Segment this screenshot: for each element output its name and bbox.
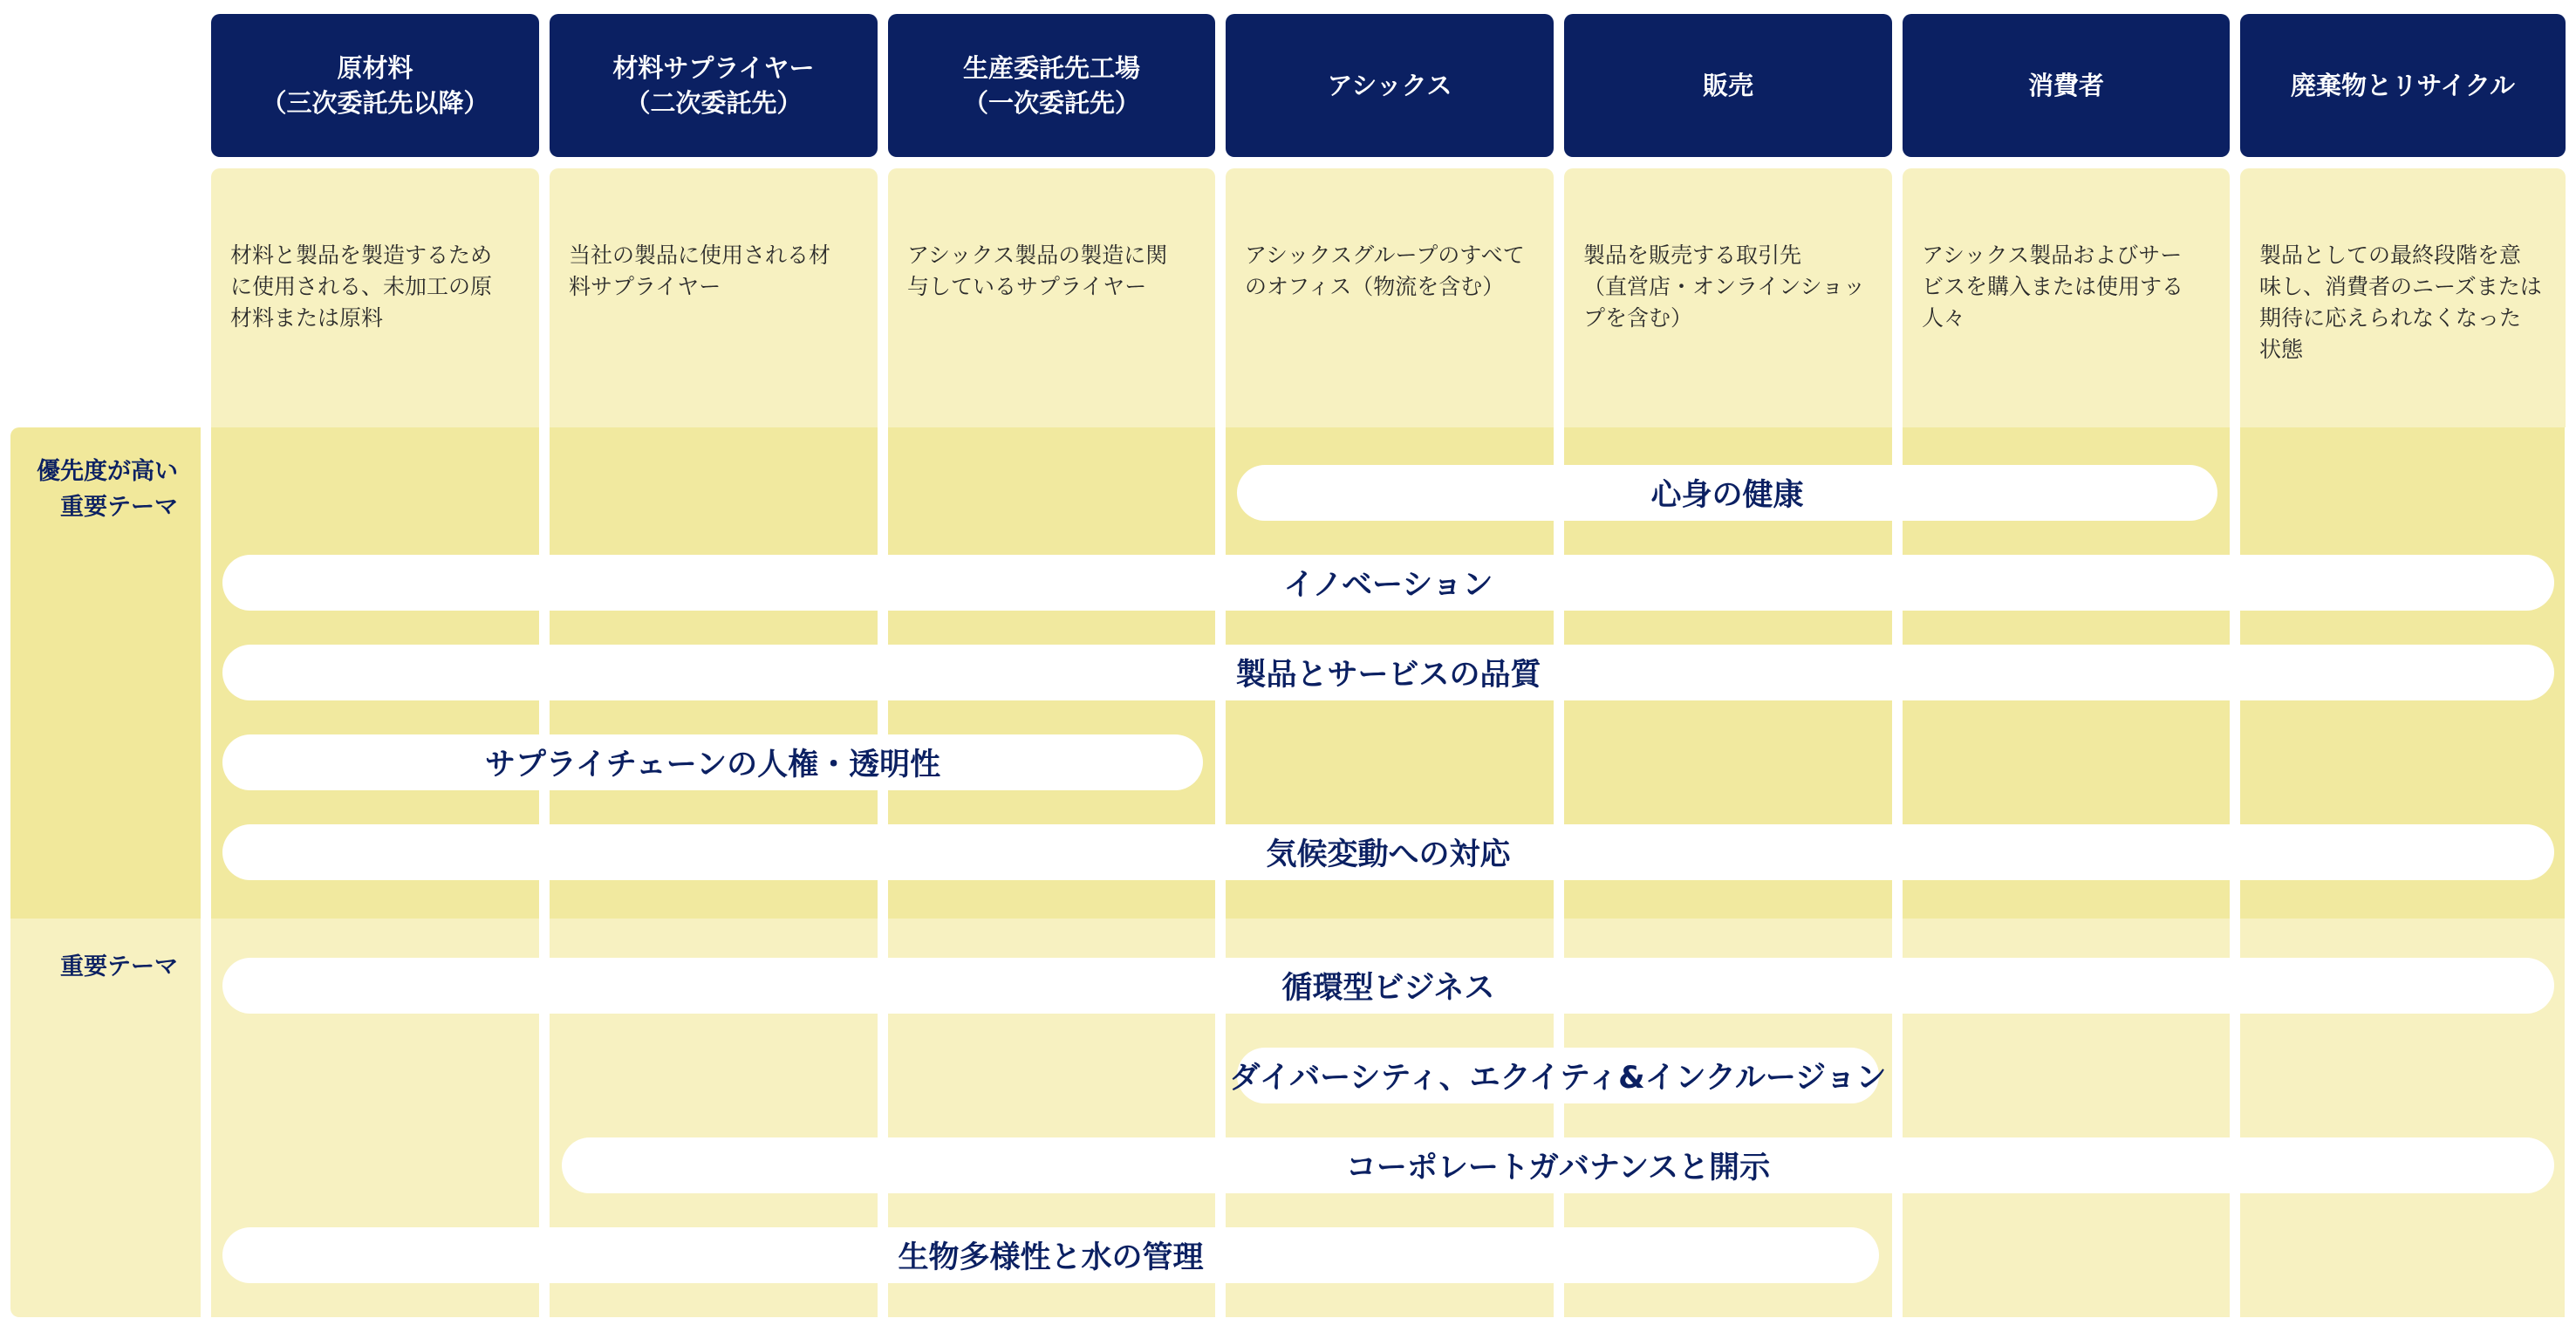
column-description-sales: 製品を販売する取引先 （直営店・オンラインショッ プを含む） xyxy=(1583,242,1866,331)
theme-bar-climate-action: 気候変動への対応 xyxy=(222,824,2554,880)
column-header-consumers: 消費者 xyxy=(1903,14,2230,157)
row-label-high-priority: 優先度が高い 重要テーマ xyxy=(37,458,178,521)
column-description-waste-recycling: 製品としての最終段階を意 味し、消費者のニーズまたは 期待に応えられなくなった 状態 xyxy=(2259,242,2542,362)
theme-bar-circular-business: 循環型ビジネス xyxy=(222,958,2554,1014)
column-description-manufacturing-factories: アシックス製品の製造に関 与しているサプライヤー xyxy=(907,242,1168,299)
theme-bar-diversity-equity-inclusion: ダイバーシティ、エクイティ&インクルージョン xyxy=(1237,1048,1879,1103)
column-description-box xyxy=(1226,168,1554,427)
theme-bar-innovation: イノベーション xyxy=(222,555,2554,611)
column-description-asics: アシックスグループのすべて のオフィス（物流を含む） xyxy=(1245,242,1525,299)
theme-bar-corporate-governance: コーポレートガバナンスと開示 xyxy=(562,1137,2554,1193)
row-label-important: 重要テーマ xyxy=(60,953,178,980)
theme-bar-wellbeing: 心身の健康 xyxy=(1237,465,2217,521)
column-description-consumers: アシックス製品およびサー ビスを購入または使用する 人々 xyxy=(1922,242,2184,331)
column-description-box xyxy=(1903,168,2230,427)
column-description-box xyxy=(1564,168,1892,427)
column-header-manufacturing-factories: 生産委託先工場 （一次委託先） xyxy=(888,14,1215,157)
theme-bar-supply-chain-human-rights: サプライチェーンの人権・透明性 xyxy=(222,734,1203,790)
theme-bar-product-service-quality: 製品とサービスの品質 xyxy=(222,645,2554,700)
column-description-material-suppliers: 当社の製品に使用される材 料サプライヤー xyxy=(569,242,831,299)
column-header-waste-recycling: 廃棄物とリサイクル xyxy=(2240,14,2566,157)
theme-bar-biodiversity-water: 生物多様性と水の管理 xyxy=(222,1227,1879,1283)
column-header-material-suppliers: 材料サプライヤー （二次委託先） xyxy=(550,14,878,157)
column-header-raw-materials: 原材料 （三次委託先以降） xyxy=(211,14,539,157)
column-header-sales: 販売 xyxy=(1564,14,1892,157)
column-description-box xyxy=(888,168,1215,427)
column-description-box xyxy=(2240,168,2566,427)
column-description-raw-materials: 材料と製品を製造するため に使用される、未加工の原 材料または原料 xyxy=(230,242,493,331)
column-description-box xyxy=(211,168,539,427)
column-header-asics: アシックス xyxy=(1226,14,1554,157)
column-description-box xyxy=(550,168,878,427)
